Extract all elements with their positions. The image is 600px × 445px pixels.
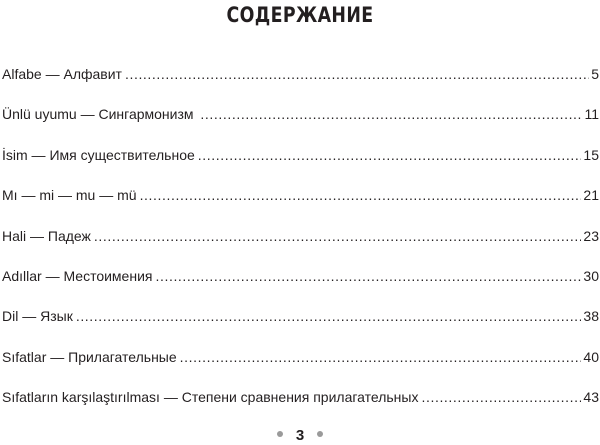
toc-entry-page: 21 [583, 187, 599, 204]
toc-entry[interactable] [2, 182, 599, 222]
toc-entry-title: Dil — Язык [2, 308, 73, 325]
dot-leader [94, 223, 582, 249]
toc-entry-title: İsim — Имя существительное [2, 146, 195, 163]
toc-entry[interactable] [2, 142, 599, 182]
toc-entry[interactable] [2, 223, 599, 263]
dot-leader [76, 303, 582, 329]
toc-entry-title: Ünlü uyumu — Сингармонизм [2, 106, 198, 123]
toc-entry[interactable] [2, 344, 599, 384]
toc-entry-title: Alfabe — Алфавит [2, 66, 122, 82]
bullet-right-icon [317, 431, 323, 437]
toc-entry-page: 11 [584, 106, 599, 123]
toc-entry-title: Sıfatlar — Прилагательные [2, 348, 177, 365]
dot-leader [140, 182, 582, 208]
toc-entry-title: Hali — Падеж [2, 227, 91, 244]
toc-entry-page: 15 [583, 146, 599, 163]
page-footer [0, 427, 600, 445]
toc-entry[interactable] [2, 61, 599, 101]
dot-leader [200, 101, 582, 127]
bullet-left-icon [277, 431, 283, 437]
toc-entry-page: 40 [583, 348, 599, 365]
toc-entry[interactable] [2, 303, 599, 343]
dot-leader [155, 263, 581, 289]
toc-entry-page: 43 [583, 389, 599, 406]
table-of-contents [2, 61, 599, 425]
dot-leader [180, 344, 582, 370]
page-number: 3 [295, 427, 305, 444]
dot-leader [198, 142, 582, 168]
toc-entry-page: 38 [583, 308, 599, 325]
toc-entry[interactable] [2, 384, 599, 424]
toc-entry-page: 23 [583, 227, 599, 244]
toc-entry-page: 5 [591, 66, 599, 82]
toc-entry[interactable] [2, 263, 599, 303]
dot-leader [125, 61, 589, 87]
toc-entry-title: Adıllar — Местоимения [2, 267, 153, 284]
toc-entry-page: 30 [583, 267, 599, 284]
toc-entry[interactable] [2, 101, 599, 141]
dot-leader [421, 384, 581, 410]
page-title: СОДЕРЖАНИЕ [226, 3, 374, 27]
toc-entry-title: Sıfatların karşılaştırılması — Степени сравнения прилагательных [2, 389, 419, 406]
toc-entry-title: Mı — mi — mu — mü [2, 187, 137, 204]
